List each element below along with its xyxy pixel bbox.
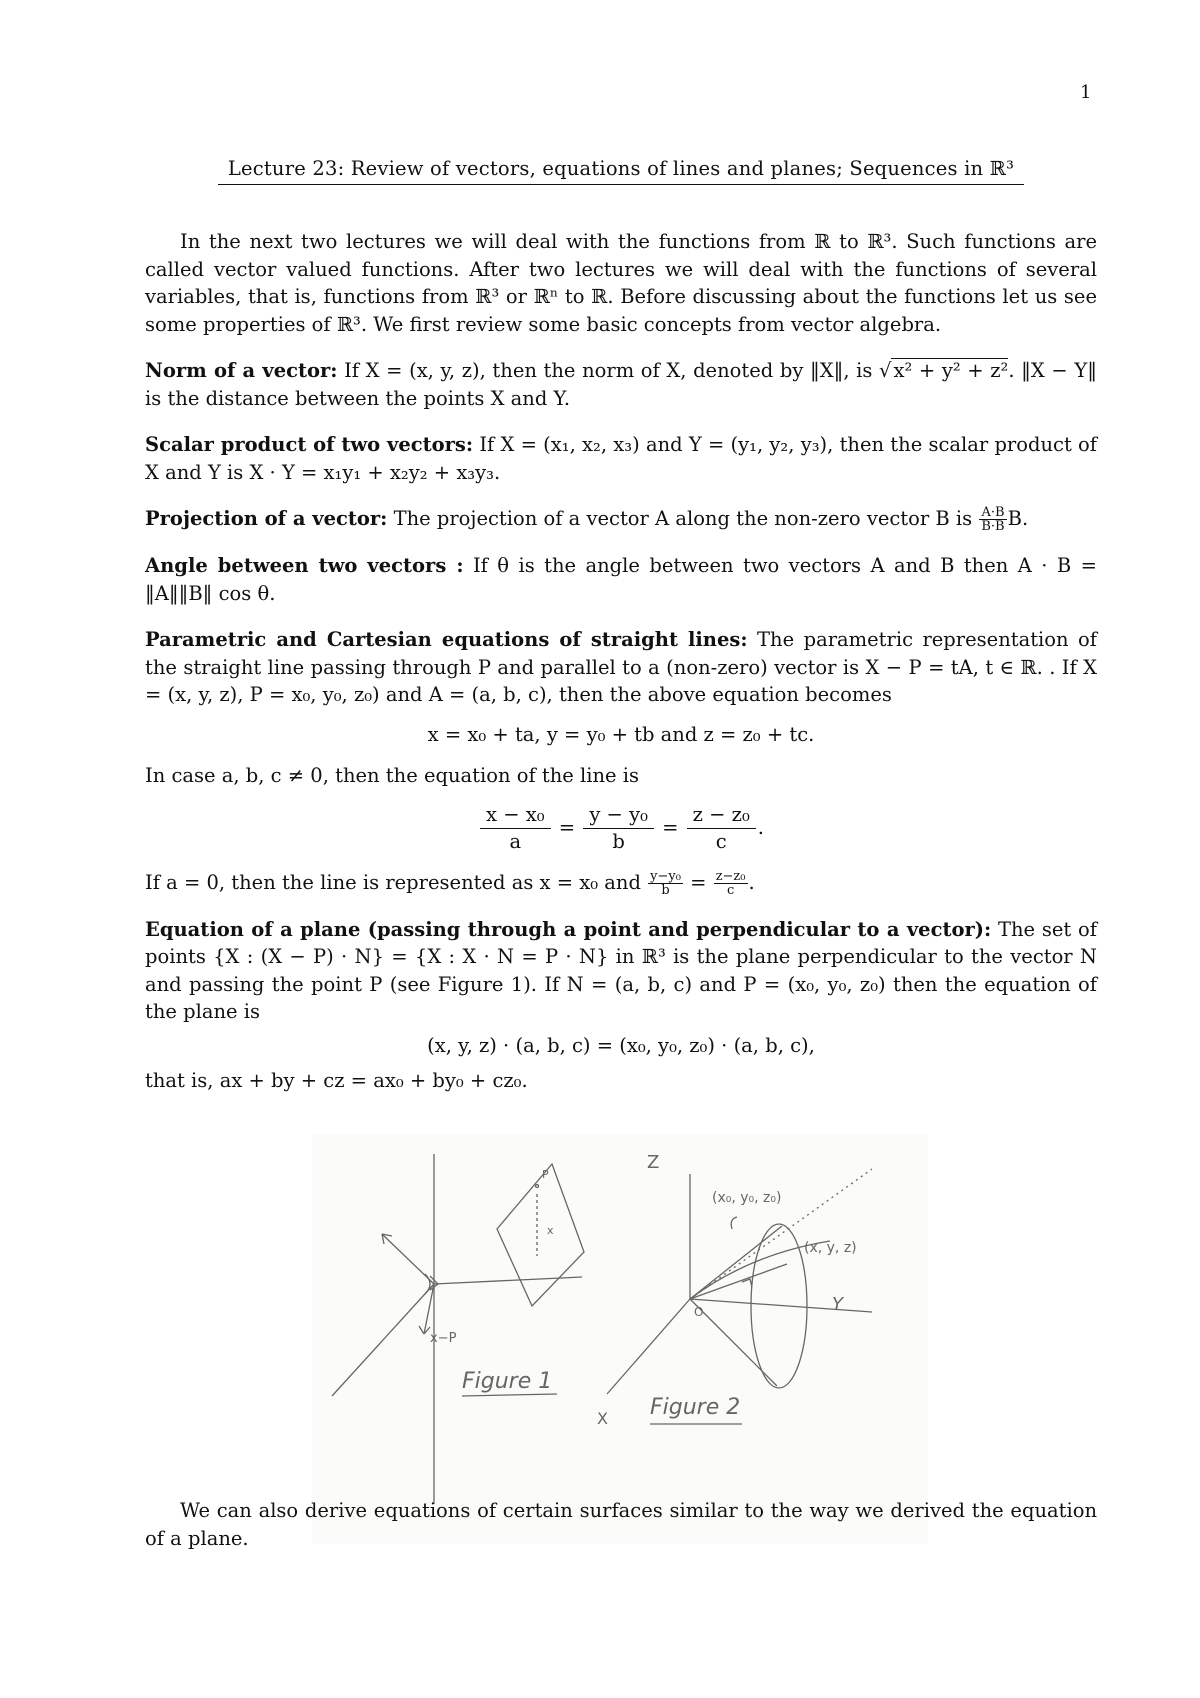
fraction-z-den: c	[715, 829, 727, 853]
lines-text: The parametric representation of the straight line passing through P and parallel to a (non-zero) vector is X − P = tA, t ∈ ℝ. . If X = (x, y, z), P = x₀, y₀, z₀) and A = (a, b, c), then the above equation becomes	[145, 628, 1098, 706]
small-fraction-z	[714, 870, 748, 897]
scalar-paragraph	[145, 431, 1097, 486]
norm-heading: Norm of a vector:	[145, 359, 338, 382]
fig1-caption: Figure 1	[462, 1369, 553, 1394]
fig2-label-pt0: (x₀, y₀, z₀)	[712, 1190, 782, 1206]
fig1-down-vector	[424, 1284, 434, 1334]
figures-svg	[312, 1134, 928, 1544]
fig1-normal-vector	[382, 1234, 434, 1284]
fig1-caption-underline	[462, 1394, 557, 1396]
norm-text-a: If X = (x, y, z), then the norm of X, denoted by ‖X‖, is	[337, 359, 880, 382]
projection-tail: B.	[1007, 507, 1029, 530]
projection-fraction	[979, 506, 1006, 533]
main-content	[145, 228, 1097, 1095]
angle-text: If θ is the angle between two vectors A and B then A · B = ‖A‖‖B‖ cos θ.	[145, 554, 1097, 605]
lines-heading: Parametric and Cartesian equations of straight lines:	[145, 628, 748, 651]
fig2-arc	[731, 1217, 737, 1229]
plane-equation: (x, y, z) · (a, b, c) = (x₀, y₀, z₀) · (a, b, c),	[427, 1033, 815, 1057]
case-text: In case a, b, c ≠ 0, then the equation of the line is	[145, 764, 640, 787]
fig1-point-p-dot	[536, 1185, 539, 1188]
projection-denominator: B·B	[981, 519, 1005, 534]
small-fraction-y-den: b	[661, 882, 670, 898]
fraction-x-den: a	[509, 829, 522, 853]
figure-1-sketch	[332, 1154, 584, 1504]
fig2-label-pt: (x, y, z)	[804, 1240, 857, 1256]
fraction-z	[687, 802, 756, 855]
small-fraction-y-num: y−y₀	[650, 868, 681, 884]
norm-paragraph	[145, 357, 1097, 412]
fraction-z-num: z − z₀	[687, 802, 756, 829]
angle-paragraph	[145, 552, 1097, 607]
fig2-cone-top	[690, 1226, 782, 1299]
fig2-label-o: O	[694, 1305, 704, 1319]
fraction-x	[480, 802, 551, 855]
small-fraction-z-num: z−z₀	[715, 868, 746, 884]
fig2-x-axis	[607, 1299, 690, 1394]
angle-heading: Angle between two vectors :	[145, 554, 464, 577]
fraction-y-num: y − y₀	[583, 802, 654, 829]
fig1-label-x: x	[547, 1224, 554, 1237]
page-number: 1	[1080, 82, 1092, 103]
closing-text: We can also derive equations of certain surfaces similar to the way we derived the equation of a plane.	[145, 1499, 1097, 1550]
sqrt-expression: √ x² + y² + z²	[879, 359, 1009, 382]
fig1-plane-quad	[497, 1164, 584, 1306]
fraction-y-den: b	[612, 829, 625, 853]
symmetric-equation: $\frac{\text{x − x₀}}{a}$ = $\frac{\text{y − y₀}}{b}$ = $\frac{\text{z − z₀}}{c}$ .	[145, 802, 1097, 855]
plane-paragraph	[145, 916, 1097, 1026]
fraction-y	[583, 802, 654, 855]
fig2-y-axis	[690, 1299, 872, 1312]
fig1-label-xp: x−P	[430, 1331, 457, 1346]
plane-text: The set of points {X : (X − P) · N} = {X : X · N = P · N} in ℝ³ is the plane perpendicular to the vector N and passing the point P (see Figure 1). If N = (a, b, c) and P = (x₀, y₀, z₀) then the equation of the plane is	[145, 917, 1097, 1023]
scalar-heading: Scalar product of two vectors:	[145, 433, 474, 456]
scalar-text: If X = (x₁, x₂, x₃) and Y = (y₁, y₂, y₃), then the scalar product of X and Y is X · Y = x₁y₁ + x₂y₂ + x₃y₃.	[145, 433, 1097, 484]
projection-paragraph	[145, 505, 1097, 533]
closing-paragraph	[145, 1497, 1097, 1552]
hand-drawn-figures	[312, 1134, 928, 1544]
fraction-x-num: x − x₀	[480, 802, 551, 829]
fig1-diagonal-axis	[332, 1284, 434, 1396]
fig2-caption: Figure 2	[650, 1395, 741, 1420]
plane-heading: Equation of a plane (passing through a point and perpendicular to a vector):	[145, 917, 992, 941]
fig2-label-x: X	[597, 1409, 608, 1428]
small-fraction-y	[648, 870, 683, 897]
lecture-title: Lecture 23: Review of vectors, equations of lines and planes; Sequences in ℝ³	[218, 157, 1024, 185]
sqrt-radicand: x² + y² + z²	[893, 359, 1009, 382]
plane-tail: that is, ax + by + cz = ax₀ + by₀ + cz₀.	[145, 1069, 528, 1092]
fig1-label-p: P	[542, 1168, 549, 1181]
intro-paragraph: In the next two lectures we will deal with the functions from ℝ to ℝ³. Such functions are called vector valued functions. After two lectures we will deal with the functions of several variables, that is, functions from ℝ³ or ℝⁿ to ℝ. Before discussing about the functions let us see some properties of ℝ³. We first review some basic concepts from vector algebra.	[145, 230, 1097, 336]
projection-text: The projection of a vector A along the non-zero vector B is	[387, 507, 979, 530]
small-fraction-z-den: c	[726, 882, 735, 898]
a-zero-paragraph: If a = 0, then the line is represented as x = x₀ and $\frac{\text{y−y₀}}{b}$ = $\frac{\text{z−z₀}}{c}$ .	[145, 868, 755, 898]
lines-paragraph	[145, 626, 1097, 709]
projection-heading: Projection of a vector:	[145, 507, 388, 530]
a-zero-text: If a = 0, then the line is represented as x = x₀ and	[145, 870, 648, 894]
projection-numerator: A·B	[979, 506, 1006, 520]
fig2-label-z: Z	[647, 1152, 660, 1173]
fig2-label-y: Y	[832, 1294, 843, 1315]
norm-text-b: . ‖X − Y‖ is the distance between the points X and Y.	[145, 359, 1097, 410]
fig2-dashed-ray	[690, 1169, 872, 1299]
parametric-equation: x = x₀ + ta, y = y₀ + tb and z = z₀ + tc.	[427, 722, 815, 746]
